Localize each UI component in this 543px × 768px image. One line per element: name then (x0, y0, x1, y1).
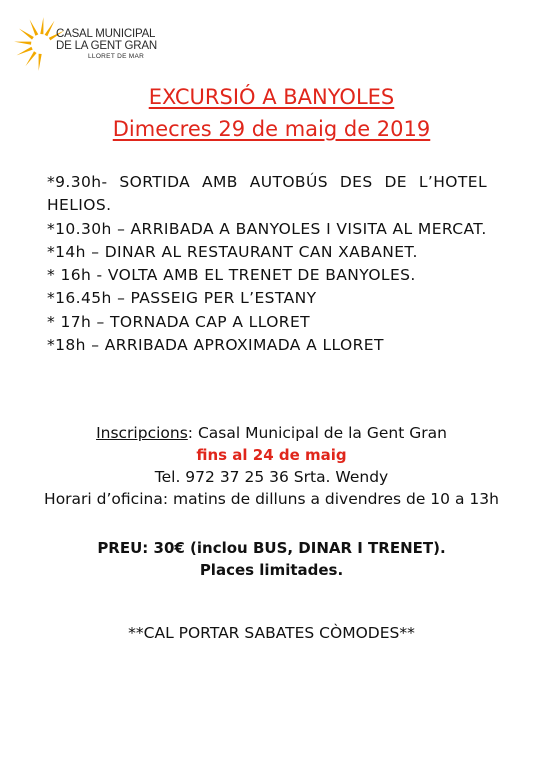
price-line: PREU: 30€ (inclou BUS, DINAR I TRENET). (97, 539, 446, 557)
sun-ray (45, 21, 55, 37)
schedule-item: * 17h – TORNADA CAP A LLORET (47, 312, 311, 331)
schedule-item: *14h – DINAR AL RESTAURANT CAN XABANET. (47, 242, 418, 261)
logo-line-1: CASAL MUNICIPAL (56, 28, 156, 40)
places-limited: Places limitades. (199, 561, 344, 579)
registration-phone: Tel. 972 37 25 36 Srta. Wendy (154, 468, 389, 486)
casal-logo (10, 14, 170, 72)
registration-place: : Casal Municipal de la Gent Gran (187, 424, 447, 442)
excursion-title: EXCURSIÓ A BANYOLES (148, 85, 395, 109)
sun-ray (26, 51, 37, 66)
excursion-date: Dimecres 29 de maig de 2019 (112, 117, 431, 141)
logo-text (56, 28, 157, 61)
registration-line (0, 422, 543, 444)
price-info (0, 537, 543, 581)
schedule-item: *16.45h – PASSEIG PER L’ESTANY (47, 289, 317, 308)
schedule-item: * 16h - VOLTA AMB EL TRENET DE BANYOLES. (47, 266, 416, 285)
sun-ray (39, 54, 42, 71)
office-hours: Horari d’oficina: matins de dilluns a divendres de 10 a 13h (44, 490, 499, 508)
shoes-note: **CAL PORTAR SABATES CÒMODES** (128, 624, 415, 642)
schedule-list (47, 171, 487, 357)
sun-ray (14, 42, 31, 45)
sun-ray (30, 20, 39, 36)
schedule-item: *18h – ARRIBADA APROXIMADA A LLORET (47, 336, 384, 355)
sun-ray (19, 29, 34, 40)
sun-ray (40, 17, 43, 34)
sun-ray (17, 47, 33, 56)
registration-info (0, 422, 543, 510)
logo-line-2: DE LA GENT GRAN (56, 40, 157, 52)
schedule-item: *10.30h – ARRIBADA A BANYOLES I VISITA AL MERCAT. (47, 219, 487, 238)
logo-line-3: LLORET DE MAR (88, 53, 145, 60)
registration-label: Inscripcions (96, 424, 188, 442)
schedule-item: *9.30h- SORTIDA AMB AUTOBÚS DES DE L’HOTEL HELIOS. (47, 173, 487, 215)
registration-deadline: fins al 24 de maig (196, 446, 347, 464)
